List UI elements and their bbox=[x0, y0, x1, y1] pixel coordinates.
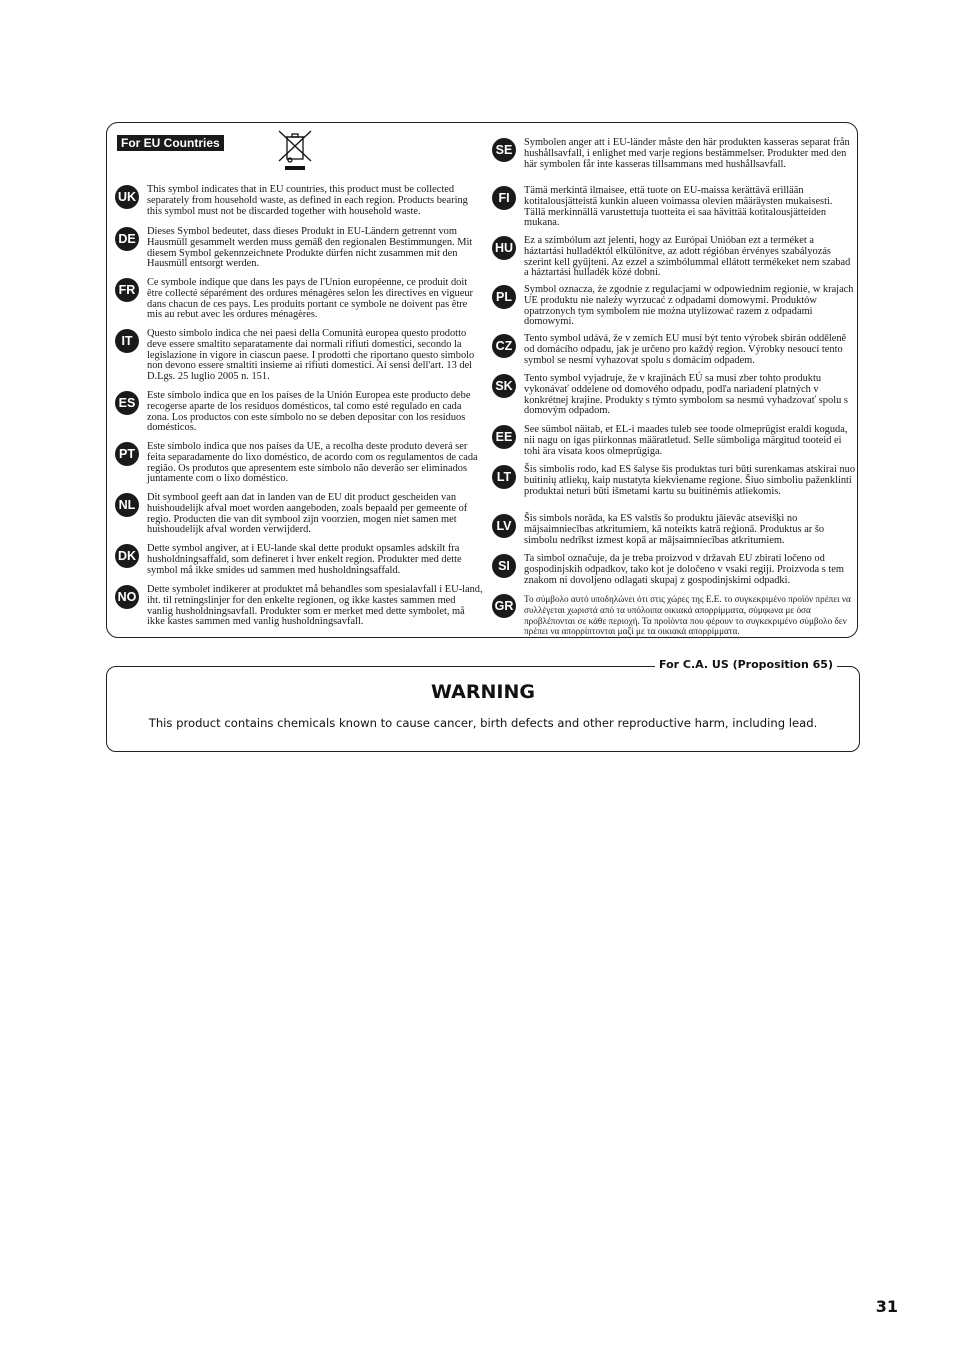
notice-text: Dit symbool geeft aan dat in landen van de EU dit product gescheiden van huishoudelijk afval moet worden aangeboden, zoals bepaald per gemeente of regio. Producten die van dit symbool zijn voorzien, mogen niet samen met huishoudelijk afval worden verwijderd. bbox=[147, 492, 468, 536]
notice-text: Tento symbol vyjadruje, že v krajinách EÚ sa musí zber tohto produktu vykonávať oddelene od domového odpadu, podľa nariadení platných v konkrétnej krajine. Produkty s týmto symbolom sa nesmú vyhadzovať spolu s domovým odpadom. bbox=[524, 373, 848, 417]
notice-text: Ce symbole indique que dans les pays de l'Union européenne, ce produit doit être collecté séparément des ordures ménagères selon les directives en vigueur dans chacun de ces pays. Les produits portant ce symbole ne doivent pas être mis au rebut avec les ordures ménagères. bbox=[147, 277, 474, 321]
notice-text: Šis simbols norāda, ka ES valstīs šo produktu jāievāc atsevišķi no mājsaimniecības atkritumiem, kā noteikts katrā reģionā. Produktus ar šo simbolu nedrīkst izmest kopā ar mājsaimniecības atkritumiem. bbox=[524, 513, 825, 546]
notice-text: Το σύμβολο αυτό υποδηλώνει ότι στις χώρες της Ε.Ε. το συγκεκριμένο προϊόν πρέπει να συλλέγεται χωριστά από τα υπόλοιπα οικιακά απορρίμματα, σύμφωνα με όσα προβλέπονται σε κάθε περιοχή. Τα προϊόντα που φέρουν το συγκεκριμένο σύμβολο δεν πρέπει να απορρίπτονται μαζί με τα οικιακά απορρίμματα. bbox=[524, 594, 851, 637]
page-number: 31 bbox=[875, 1297, 898, 1316]
country-badge: NO bbox=[115, 585, 139, 609]
notice-si bbox=[492, 554, 856, 586]
country-badge: ES bbox=[115, 391, 139, 415]
prop65-label: For C.A. US (Proposition 65) bbox=[655, 658, 837, 671]
country-badge: HU bbox=[492, 236, 516, 260]
prop65-warning-box bbox=[106, 658, 860, 752]
notice-pl bbox=[492, 285, 856, 328]
notice-text: Ez a szimbólum azt jelenti, hogy az Európai Unióban ezt a terméket a háztartási hulladéktól elkülönítve, az adott régióban érvényes szabályozás szerint kell gyűjteni. Az ezzel a szimbólummal ellátott termékeket nem szabad a háztartási hulladék közé dobni. bbox=[524, 235, 851, 279]
notice-es bbox=[115, 391, 483, 434]
notice-fr bbox=[115, 278, 483, 321]
notice-ee bbox=[492, 425, 856, 457]
notice-it bbox=[115, 329, 483, 383]
country-badge: FI bbox=[492, 186, 516, 210]
country-badge: SE bbox=[492, 138, 516, 162]
country-badge: UK bbox=[115, 185, 139, 209]
notice-text: Tämä merkintä ilmaisee, että tuote on EU-maissa kerättävä erillään kotitalousjätteistä kunkin alueen voimassa olevien määräysten mukaisesti. Tällä merkinnällä varustettuja tuotteita ei saa hävittää kotitalousjätteiden mukana. bbox=[524, 185, 833, 229]
notice-text: Symbol oznacza, że zgodnie z regulacjami w odpowiednim regionie, w krajach UE produktu nie należy wyrzucać z odpadami domowymi. Produktów opatrzonych tym symbolem nie można utylizować razem z odpadami domowymi. bbox=[524, 284, 854, 328]
country-badge: IT bbox=[115, 329, 139, 353]
notice-nl bbox=[115, 493, 483, 536]
country-badge: PL bbox=[492, 285, 516, 309]
warning-body: This product contains chemicals known to cause cancer, birth defects and other reproductive harm, including lead. bbox=[148, 716, 818, 730]
notice-text: Este símbolo indica que en los países de la Unión Europea este producto debe recogerse aparte de los residuos domésticos, tal como esté regulado en cada zona. Los productos con este símbolo no se deben depositar con los residuos domésticos. bbox=[147, 390, 471, 434]
country-badge: PT bbox=[115, 442, 139, 466]
notice-text: Dette symbolet indikerer at produktet må behandles som spesialavfall i EU-land, iht. til retningslinjer for den enkelte regionen, og ikke kastes sammen med vanlig husholdningsavfall. Produkter som er merket med dette symbolet, må ikke kastes sammen med vanlig husholdningsavfall. bbox=[147, 584, 483, 628]
country-badge: SI bbox=[492, 554, 516, 578]
notice-text: Dieses Symbol bedeutet, dass dieses Produkt in EU-Ländern getrennt vom Hausmüll gesammelt werden muss gemäß den regionalen Bestimmungen. Mit diesem Symbol gekennzeichnete Produkte dürfen nicht zusammen mit den Hausmüll entsorgt werden. bbox=[147, 226, 473, 270]
eu-countries-header: For EU Countries bbox=[117, 135, 224, 151]
notice-text: Ta simbol označuje, da je treba proizvod v državah EU zbirati ločeno od gospodinjskih odpadkov, tako kot je določeno v vsaki regiji. Proizvoda s tem znakom ni dovoljeno odlagati skupaj z gospodinjskimi odpadki. bbox=[524, 553, 844, 586]
notice-uk bbox=[115, 185, 483, 217]
notice-gr bbox=[492, 594, 856, 637]
notice-sk bbox=[492, 374, 856, 417]
notice-text: Dette symbol angiver, at i EU-lande skal dette produkt opsamles adskilt fra husholdningsaffald, som defineret i hver enkelt region. Produkter med dette symbol må ikke smides ud sammen med husholdningsaffald. bbox=[147, 543, 462, 576]
notice-text: Tento symbol udává, že v zemích EU musí být tento výrobek sbírán odděleně od domácího odpadu, jak je určeno pro každý region. Výrobky nesoucí tento symbol se nesmí vyhazovat spolu s domácím odpadem. bbox=[524, 333, 847, 366]
notice-de bbox=[115, 227, 483, 270]
country-badge: FR bbox=[115, 278, 139, 302]
notice-text: Symbolen anger att i EU-länder måste den här produkten kasseras separat från hushållsavfall, i enlighet med varje regions bestämmelser. Produkter med den här symbolen får inte kasseras tillsammans med hushållsavfall. bbox=[524, 137, 850, 170]
notice-text: This symbol indicates that in EU countries, this product must be collected separately from household waste, as defined in each region. Products bearing this symbol must not be discarded together with household waste. bbox=[147, 184, 468, 217]
notice-text: See sümbol näitab, et EL-i maades tuleb see toode olmeprügist eraldi koguda, nii nagu on igas piirkonnas määratletud. Selle sümboliga märgitud tooteid ei tohi ära visata koos olmeprügiga. bbox=[524, 424, 848, 457]
country-badge: EE bbox=[492, 425, 516, 449]
notice-se bbox=[492, 138, 856, 170]
notice-text: Este símbolo indica que nos países da UE, a recolha deste produto deverá ser feita separadamente do lixo doméstico, de acordo com os regulamentos de cada região. Os produtos que apresentem este símbolo não deverão ser eliminados juntamente com o lixo doméstico. bbox=[147, 441, 478, 485]
notice-text: Šis simbolis rodo, kad ES šalyse šis produktas turi būti surenkamas atskirai nuo buitinių atliekų, kaip nustatyta kiekviename regione. Šiuo simboliu paženklinti produktai neturi būti išmetami kartu su buitinėmis atliekomis. bbox=[524, 464, 856, 497]
country-badge: LV bbox=[492, 514, 516, 538]
notice-text: Questo simbolo indica che nei paesi della Comunità europea questo prodotto deve essere smaltito separatamente dai normali rifiuti domestici, secondo la legislazione in vigore in ciascun paese. I prodotti che riportano questo simbolo non devono essere smaltiti insieme ai rifiuti domestici. Ai sensi dell'art. 13 del D.Lgs. 25 luglio 2005 n. 151. bbox=[147, 328, 475, 383]
notice-hu bbox=[492, 236, 856, 279]
country-badge: GR bbox=[492, 594, 516, 618]
warning-title: WARNING bbox=[431, 681, 535, 703]
crossed-out-wheelie-bin-icon bbox=[277, 129, 313, 171]
country-badge: DE bbox=[115, 227, 139, 251]
eu-disposal-notice bbox=[106, 122, 858, 638]
notice-cz bbox=[492, 334, 856, 366]
notice-dk bbox=[115, 544, 483, 576]
notice-lt bbox=[492, 465, 856, 497]
notice-fi bbox=[492, 186, 856, 229]
country-badge: LT bbox=[492, 465, 516, 489]
country-badge: SK bbox=[492, 374, 516, 398]
country-badge: CZ bbox=[492, 334, 516, 358]
notice-lv bbox=[492, 514, 856, 546]
notice-pt bbox=[115, 442, 483, 485]
country-badge: DK bbox=[115, 544, 139, 568]
country-badge: NL bbox=[115, 493, 139, 517]
notice-no bbox=[115, 585, 483, 628]
